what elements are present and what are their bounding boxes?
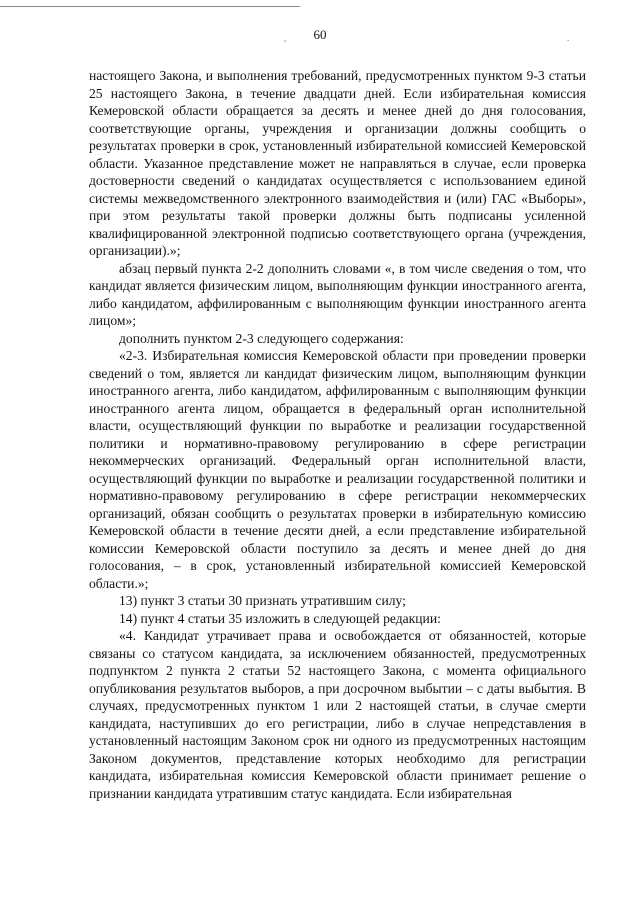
top-scan-line — [0, 6, 300, 7]
paragraph-continuation: настоящего Закона, и выполнения требований, предусмотренных пунктом 9-3 статьи 25 настоящего Закона, в течение двадцати дней. Если избирательная комиссия Кемеровской области обращается за десять и менее дней до дня голосования, соответствующие органы, учреждения и организации должны сообщить о результатах проверки в срок, установленный избирательной комиссией Кемеровской области. Указанное представление может не направляться в случае, если проверка достоверности сведений о кандидатах осуществляется с использованием единой системы межведомственного электронного взаимодействия и (или) ГАС «Выборы», при этом результаты такой проверки должны быть подписаны усиленной квалифицированной электронной подписью соответствующего органа (учреждения, организации).»; — [89, 68, 586, 258]
list-item-14: 14) пункт 4 статьи 35 изложить в следующей редакции: — [119, 610, 441, 626]
page-number: 60 — [313, 27, 327, 42]
document-body — [89, 67, 586, 802]
scan-mark-left: , — [284, 33, 287, 43]
paragraph-amendment-2-2: абзац первый пункта 2-2 дополнить словами «, в том числе сведения о том, что кандидат является физическим лицом, выполняющим функции иностранного агента, либо кандидатом, аффилированным с выполняющим функции иностранного агента лицом»; — [89, 260, 586, 328]
paragraph-add-2-3-intro: дополнить пунктом 2-3 следующего содержания: — [119, 330, 404, 346]
paragraph-article-35-4: «4. Кандидат утрачивает права и освобождается от обязанностей, которые связаны со статусом кандидата, за исключением обязанностей, предусмотренных подпунктом 2 пункта 2 статьи 52 настоящего Закона, с момента официального опубликования результатов выборов, а при досрочном выбытии – с даты выбытия. В случаях, предусмотренных пунктом 1 или 2 настоящей статьи, в случае смерти кандидата, наступивших до его регистрации, либо в случае непредставления в установленный настоящим Законом срок ни одного из предусмотренных настоящим Законом документов, представление которых необходимо для регистрации кандидата, избирательная комиссия Кемеровской области принимает решение о признании кандидата утратившим статус кандидата. Если избирательная — [89, 628, 586, 801]
paragraph-2-3-text: «2-3. Избирательная комиссия Кемеровской области при проведении проверки сведений о том, является ли кандидат физическим лицом, выполняющим функции иностранного агента, либо кандидатом, аффилированным с выполняющим функции иностранного агента лицом, обращается в федеральный орган исполнительной власти, осуществляющий функции по выработке и реализации государственной политики и нормативно-правовому регулированию в сфере регистрации некоммерческих организаций. Федеральный орган исполнительной власти, осуществляющий функции по выработке и реализации государственной политики и нормативно-правовому регулированию в сфере регистрации некоммерческих организаций, обязан сообщить о результатах проверки в избирательную комиссию Кемеровской области в течение десяти дней, а если представление избирательной комиссии Кемеровской области поступило за десять и менее дней до дня голосования, – в срок, установленный избирательной комиссией Кемеровской области.»; — [89, 348, 586, 591]
list-item-13: 13) пункт 3 статьи 30 признать утратившим силу; — [119, 593, 406, 608]
scan-mark-right: . — [567, 33, 570, 43]
